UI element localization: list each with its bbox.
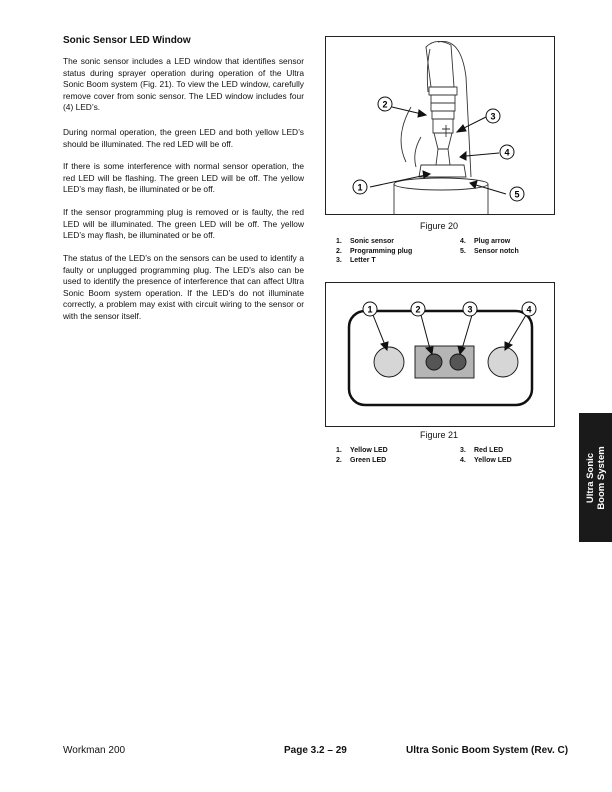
svg-text:5: 5	[514, 189, 520, 200]
legend-item: 3. Red LED	[460, 447, 504, 454]
legend-item: 4. Yellow LED	[460, 456, 512, 464]
legend-item: 1. Sonic sensor	[336, 238, 394, 245]
normal-operation-paragraph: During normal operation, the green LED and both yellow LED’s should be illuminated. The red LED will be off.	[63, 127, 304, 149]
figure-21-callout-4	[522, 302, 536, 316]
figure-21-callout-2	[411, 302, 425, 316]
figure-20-caption: Figure 20	[419, 221, 459, 231]
interference-paragraph: If there is some interference with normal sensor operation, the red LED will be flashing. The green LED will be off. The yellow LED’s may flash, be illuminated or be off.	[63, 161, 304, 195]
svg-text:3: 3	[467, 304, 473, 315]
svg-text:2: 2	[382, 99, 388, 110]
svg-text:3: 3	[490, 111, 496, 122]
figure-21-legend-right	[460, 446, 512, 465]
svg-text:4: 4	[504, 147, 510, 158]
figure-21-image	[325, 282, 555, 427]
footer-section-name: Ultra Sonic Boom System (Rev. C)	[406, 745, 569, 756]
yellow-led-left	[374, 347, 404, 377]
legend-item: 1. Yellow LED	[336, 447, 388, 454]
legend-item: 4. Plug arrow	[460, 238, 511, 245]
figure-20-legend-left	[336, 237, 412, 266]
figure-20-image	[325, 36, 555, 215]
figure-20-callout-1	[353, 180, 367, 194]
footer-page-number: Page 3.2 – 29	[284, 745, 347, 756]
figure-20-callout-2	[378, 97, 392, 111]
chapter-side-tab	[579, 413, 612, 542]
section-title: Sonic Sensor LED Window	[63, 35, 191, 46]
figure-20-legend-right	[460, 237, 519, 256]
figure-21-callout-3	[463, 302, 477, 316]
figure-20-callout-3	[486, 109, 500, 123]
yellow-led-right	[488, 347, 518, 377]
legend-item: 2. Programming plug	[336, 247, 413, 255]
red-led	[450, 354, 466, 370]
intro-paragraph: The sonic sensor includes a LED window that identifies sensor status during sprayer operation during operation of the Ultra Sonic Boom system (Fig. 21). To view the LED window, carefully remove cover from sonic sensor. The LED window includes four (4) LED’s.	[63, 56, 304, 113]
plug-removed-paragraph: If the sensor programming plug is removed or is faulty, the red LED will be illuminated. The green LED will be off. The yellow LED’s may flash, be illuminated or be off.	[63, 207, 304, 241]
legend-item: 2. Green LED	[336, 456, 387, 464]
footer-manual-name: Workman 200	[63, 745, 126, 756]
led-status-paragraph: The status of the LED’s on the sensors can be used to identify a faulty or unplugged programming plug. The LED’s also can be used to identify the presence of interference that can affect Ultra Sonic Boom system operation. If the LED’s do not illuminate correctly, a problem may exist with circuit wiring to the sensor or with the sensor itself.	[63, 253, 304, 321]
figure-21-caption: Figure 21	[419, 430, 459, 440]
side-tab-line-1: Ultra Sonic	[584, 452, 596, 503]
figure-21-legend-left	[336, 446, 388, 465]
side-tab-line-2: Boom System	[595, 445, 607, 510]
svg-text:4: 4	[526, 304, 532, 315]
figure-20-callout-5	[510, 187, 524, 201]
figure-21-callout-1	[363, 302, 377, 316]
green-led	[426, 354, 442, 370]
svg-text:1: 1	[357, 182, 363, 193]
legend-item: 5. Sensor notch	[460, 247, 519, 255]
figure-20-callout-4	[500, 145, 514, 159]
legend-item: 3. Letter T	[336, 257, 376, 264]
svg-text:1: 1	[367, 304, 373, 315]
svg-text:2: 2	[415, 304, 421, 315]
